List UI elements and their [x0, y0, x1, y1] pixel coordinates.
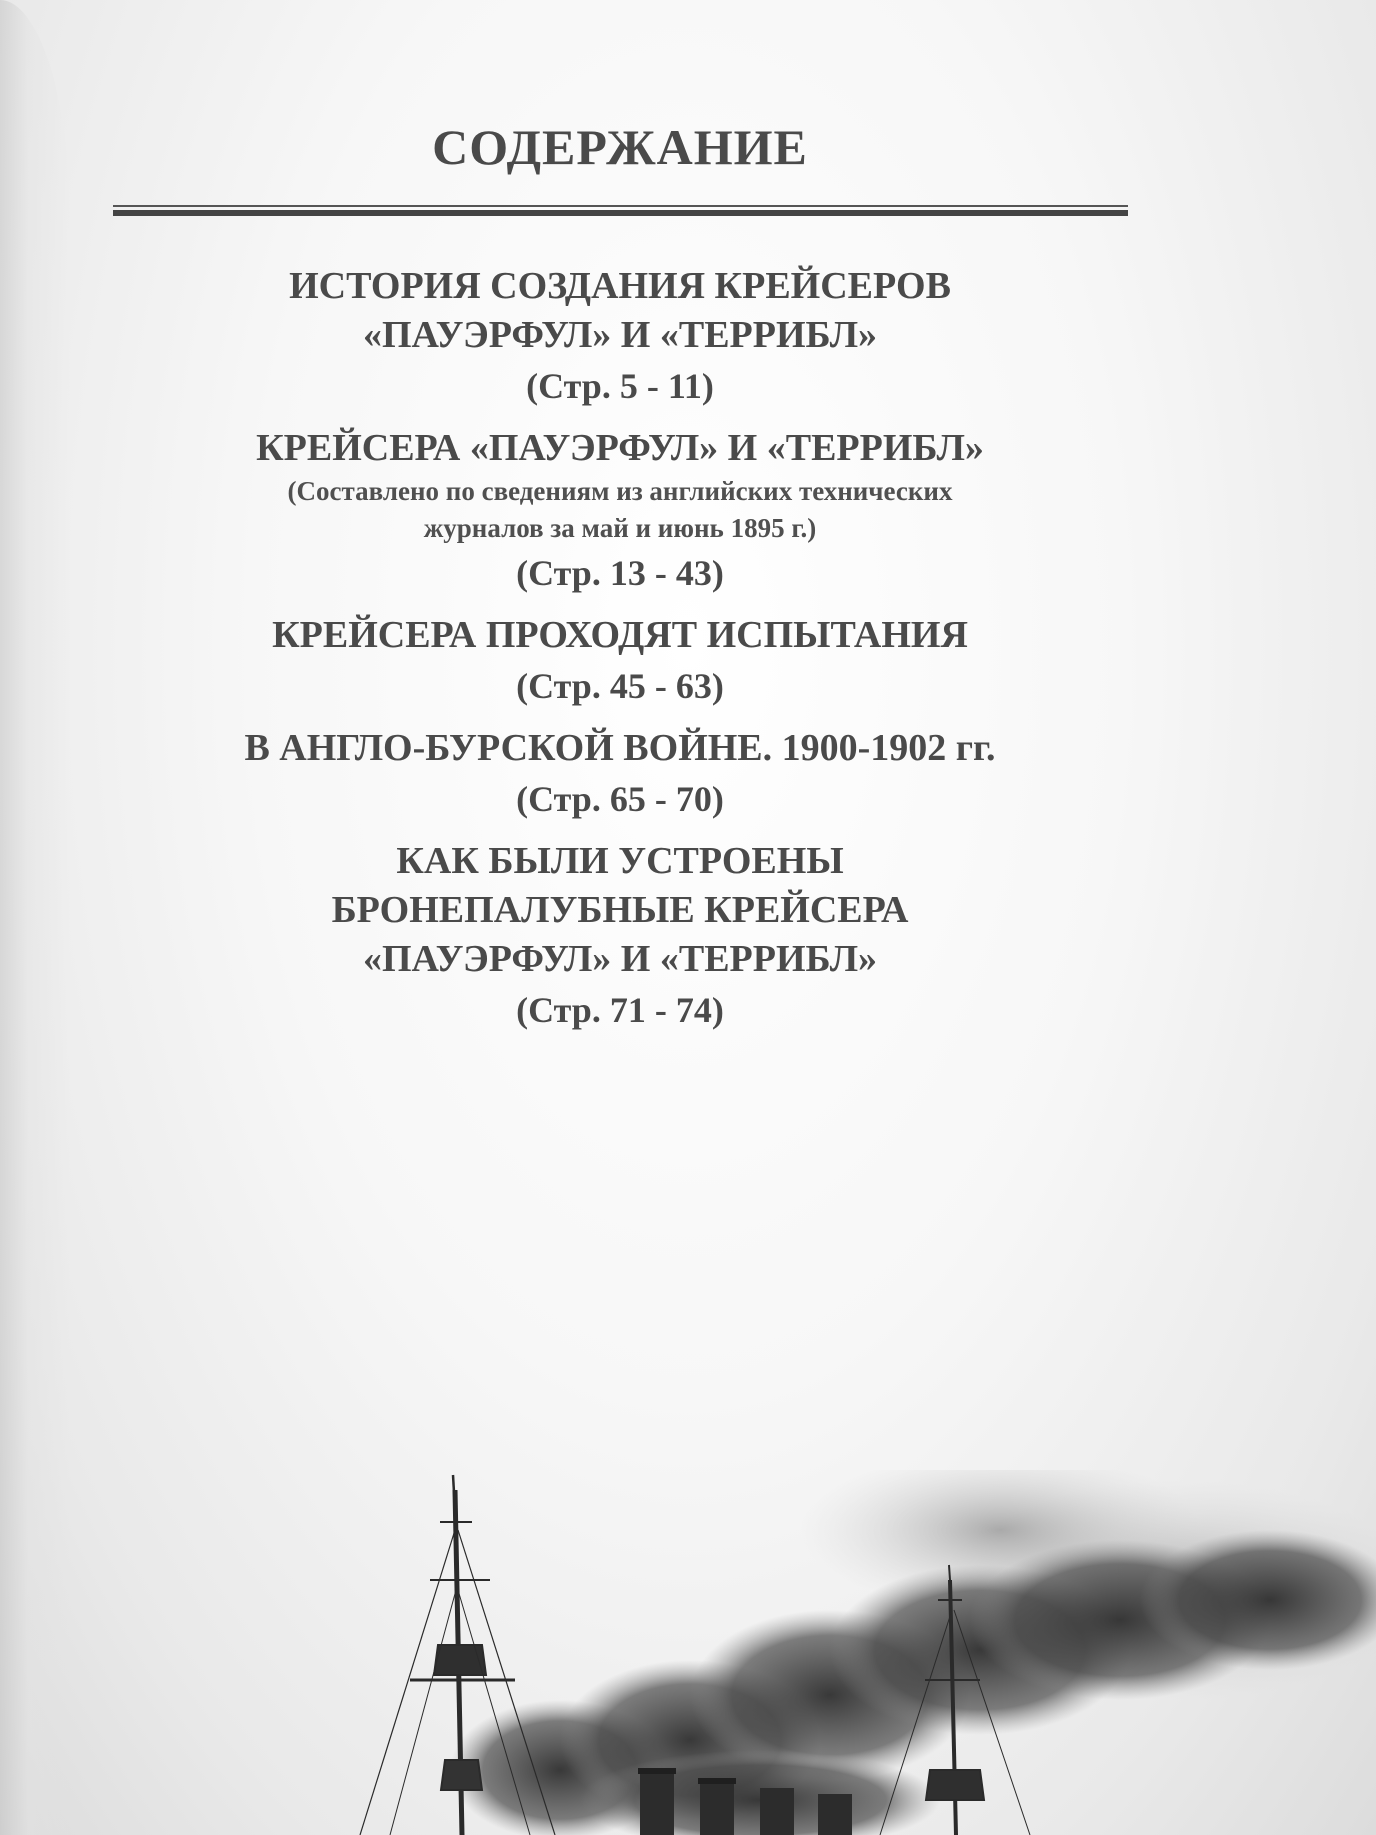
- title-rule: [113, 205, 1128, 219]
- entry-title-line: БРОНЕПАЛУБНЫЕ КРЕЙСЕРА: [331, 889, 909, 931]
- toc-entry-boer-war: [0, 724, 1240, 825]
- entry-title-line: «ПАУЭРФУЛ» И «ТЕРРИБЛ»: [362, 938, 878, 980]
- entry-pages: (Стр. 13 - 43): [516, 553, 724, 593]
- title-rule-thin: [113, 205, 1128, 207]
- toc-entry-construction: [0, 837, 1240, 1036]
- entry-note-line: журналов за май и июнь 1895 г.): [423, 513, 817, 543]
- entry-title-line: КРЕЙСЕРА «ПАУЭРФУЛ» И «ТЕРРИБЛ»: [256, 427, 984, 469]
- entry-title-line: В АНГЛО-БУРСКОЙ ВОЙНЕ. 1900-1902 гг.: [244, 727, 996, 769]
- entry-pages: (Стр. 45 - 63): [516, 666, 724, 706]
- page-title: СОДЕРЖАНИЕ: [432, 119, 808, 175]
- toc-entry-trials: [0, 611, 1240, 712]
- entry-title-line: «ПАУЭРФУЛ» И «ТЕРРИБЛ»: [362, 314, 878, 356]
- table-of-contents: [0, 262, 1240, 1048]
- entry-note-line: (Составлено по сведениям из английских технических: [287, 476, 953, 506]
- cruiser-photo-icon: [0, 1470, 1376, 1835]
- toc-entry-cruisers: [0, 424, 1240, 599]
- entry-title-line: КАК БЫЛИ УСТРОЕНЫ: [396, 840, 844, 882]
- entry-pages: (Стр. 71 - 74): [516, 990, 724, 1030]
- toc-entry-history: [0, 262, 1240, 412]
- entry-pages: (Стр. 5 - 11): [526, 366, 714, 406]
- entry-title-line: КРЕЙСЕРА ПРОХОДЯТ ИСПЫТАНИЯ: [272, 614, 968, 656]
- entry-title-line: ИСТОРИЯ СОЗДАНИЯ КРЕЙСЕРОВ: [289, 265, 951, 307]
- title-rule-thick: [113, 210, 1128, 216]
- entry-pages: (Стр. 65 - 70): [516, 779, 724, 819]
